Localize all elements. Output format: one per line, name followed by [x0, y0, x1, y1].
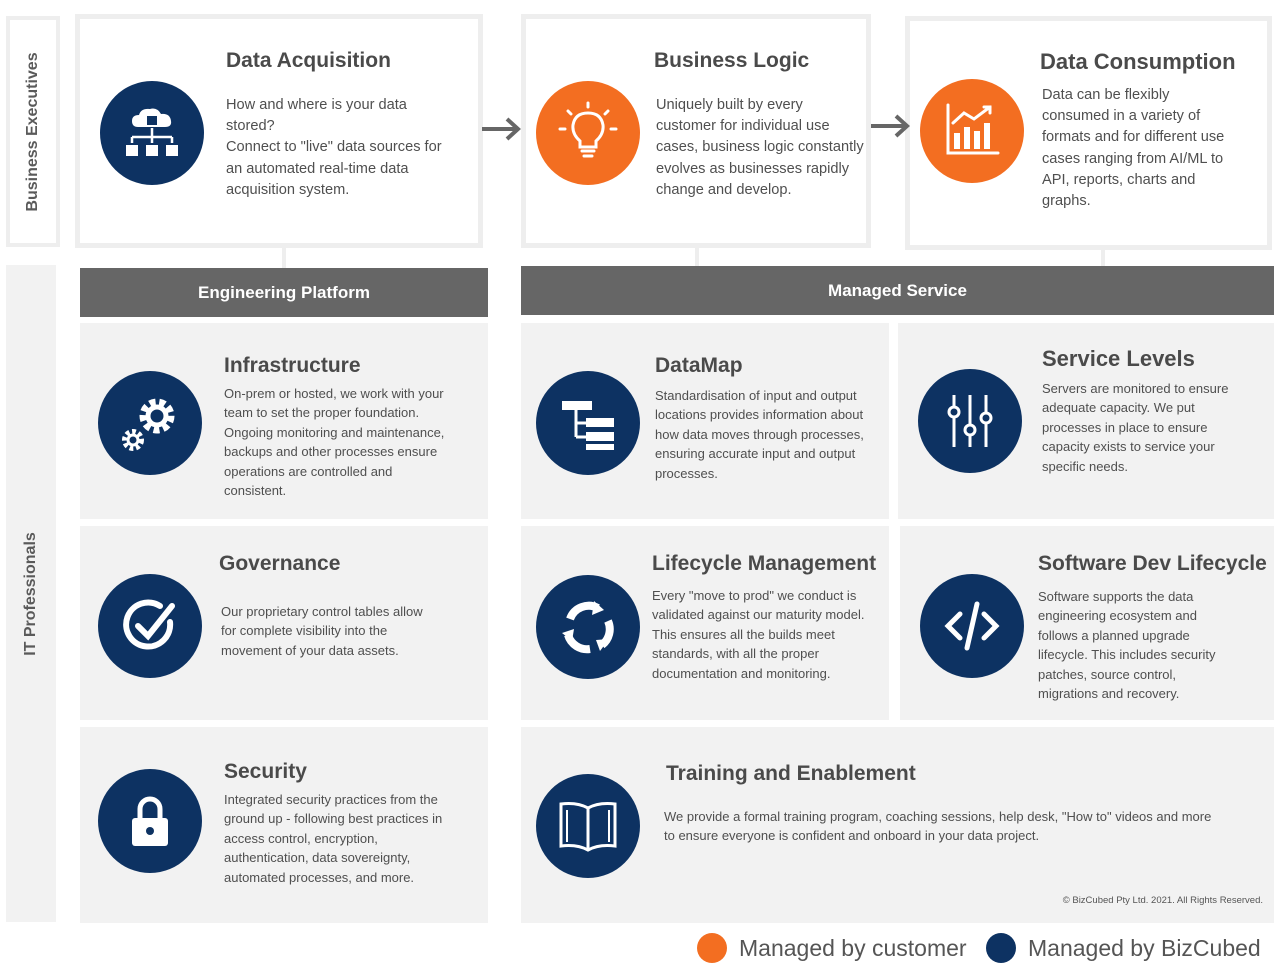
arrow-acquisition-to-logic-icon: [480, 116, 522, 142]
check-circle-icon: [98, 574, 202, 678]
software-dev-lifecycle-card: [900, 526, 1274, 720]
navy-dot-icon: [986, 933, 1016, 963]
training-enablement-description: We provide a formal training program, coaching sessions, help desk, "How to" videos and more to ensure everyone is confident and onboard in your data project.: [664, 809, 1212, 844]
data-acquisition-title: Data Acquisition: [226, 49, 391, 72]
datamap-description: Standardisation of input and output locations provides information about how data moves through processes, ensuring accurate input and output processes.: [655, 388, 864, 481]
software-dev-lifecycle-title: Software Dev Lifecycle: [1038, 552, 1267, 575]
orange-dot-icon: [697, 933, 727, 963]
business-logic-description: Uniquely built by every customer for individual use cases, business logic constantly evolves as businesses rapidly change and develop.: [656, 97, 864, 198]
bar-chart-icon: [920, 79, 1024, 183]
lock-icon: [98, 769, 202, 873]
lifecycle-management-title: Lifecycle Management: [652, 552, 877, 575]
it-professionals-label: [6, 265, 56, 922]
copyright-notice: © BizCubed Pty Ltd. 2021. All Rights Reserved.: [1062, 895, 1263, 906]
code-icon: [920, 574, 1024, 678]
service-levels-description: Servers are monitored to ensure adequate capacity. We put processes in place to ensure capacity exists to service your specific needs.: [1042, 381, 1229, 474]
security-card: [80, 727, 488, 923]
training-enablement-card: [521, 727, 1274, 923]
engineering-platform-band: Engineering Platform: [80, 268, 488, 317]
business-executives-label: [6, 16, 60, 247]
infrastructure-description: On-prem or hosted, we work with your team to set the proper foundation. Ongoing monitoring and maintenance, backups and other processes ensure operations are controlled and consistent.: [224, 386, 445, 499]
service-levels-card: [898, 323, 1274, 519]
governance-description: Our proprietary control tables allow for complete visibility into the movement of your data assets.: [221, 604, 423, 658]
lightbulb-icon: [536, 81, 640, 185]
cloud-hierarchy-icon: [100, 81, 204, 185]
sliders-icon: [918, 369, 1022, 473]
data-consumption-title: Data Consumption: [1040, 49, 1236, 74]
managed-service-band: Managed Service: [521, 266, 1274, 315]
datamap-title: DataMap: [655, 354, 743, 377]
data-consumption-description: Data can be flexibly consumed in a variety of formats and for different use cases ranging from AI/ML to API, reports, charts and graphs.: [1042, 87, 1225, 210]
governance-card: [80, 526, 488, 720]
recycle-arrows-icon: [536, 575, 640, 679]
business-logic-title: Business Logic: [654, 49, 810, 72]
book-icon: [536, 774, 640, 878]
arrow-logic-to-consumption-icon: [869, 113, 911, 139]
legend-managed-by-customer: Managed by customer: [697, 933, 967, 963]
security-title: Security: [224, 760, 307, 783]
data-consumption-card: [905, 16, 1272, 250]
datamap-card: [521, 323, 889, 519]
gears-icon: [98, 371, 202, 475]
legend-managed-by-bizcubed: Managed by BizCubed: [986, 933, 1261, 963]
lifecycle-management-card: [521, 526, 889, 720]
security-description: Integrated security practices from the ground up - following best practices in access control, encryption, authentication, data sovereignty, automated processes, and more.: [224, 792, 443, 885]
it-professionals-text: IT Professionals: [22, 531, 39, 656]
service-levels-title: Service Levels: [1042, 346, 1195, 371]
software-dev-lifecycle-description: Software supports the data engineering ecosystem and follows a planned upgrade lifecycle. This includes security patches, source control, migrations and recovery.: [1038, 589, 1216, 702]
infrastructure-title: Infrastructure: [224, 354, 361, 377]
data-acquisition-description: How and where is your data stored? Connect to "live" data sources for an automated real-time data acquisition system.: [226, 97, 442, 198]
lifecycle-management-description: Every "move to prod" we conduct is validated against our maturity model. This ensures all the builds meet standards, with all the proper documentation and monitoring.: [652, 588, 865, 681]
infrastructure-card: [80, 323, 488, 519]
flow-map-icon: [536, 371, 640, 475]
governance-title: Governance: [219, 552, 341, 575]
data-acquisition-card: [75, 14, 483, 248]
training-enablement-title: Training and Enablement: [666, 762, 916, 785]
business-logic-card: [521, 14, 871, 248]
business-executives-text: Business Executives: [24, 51, 41, 212]
